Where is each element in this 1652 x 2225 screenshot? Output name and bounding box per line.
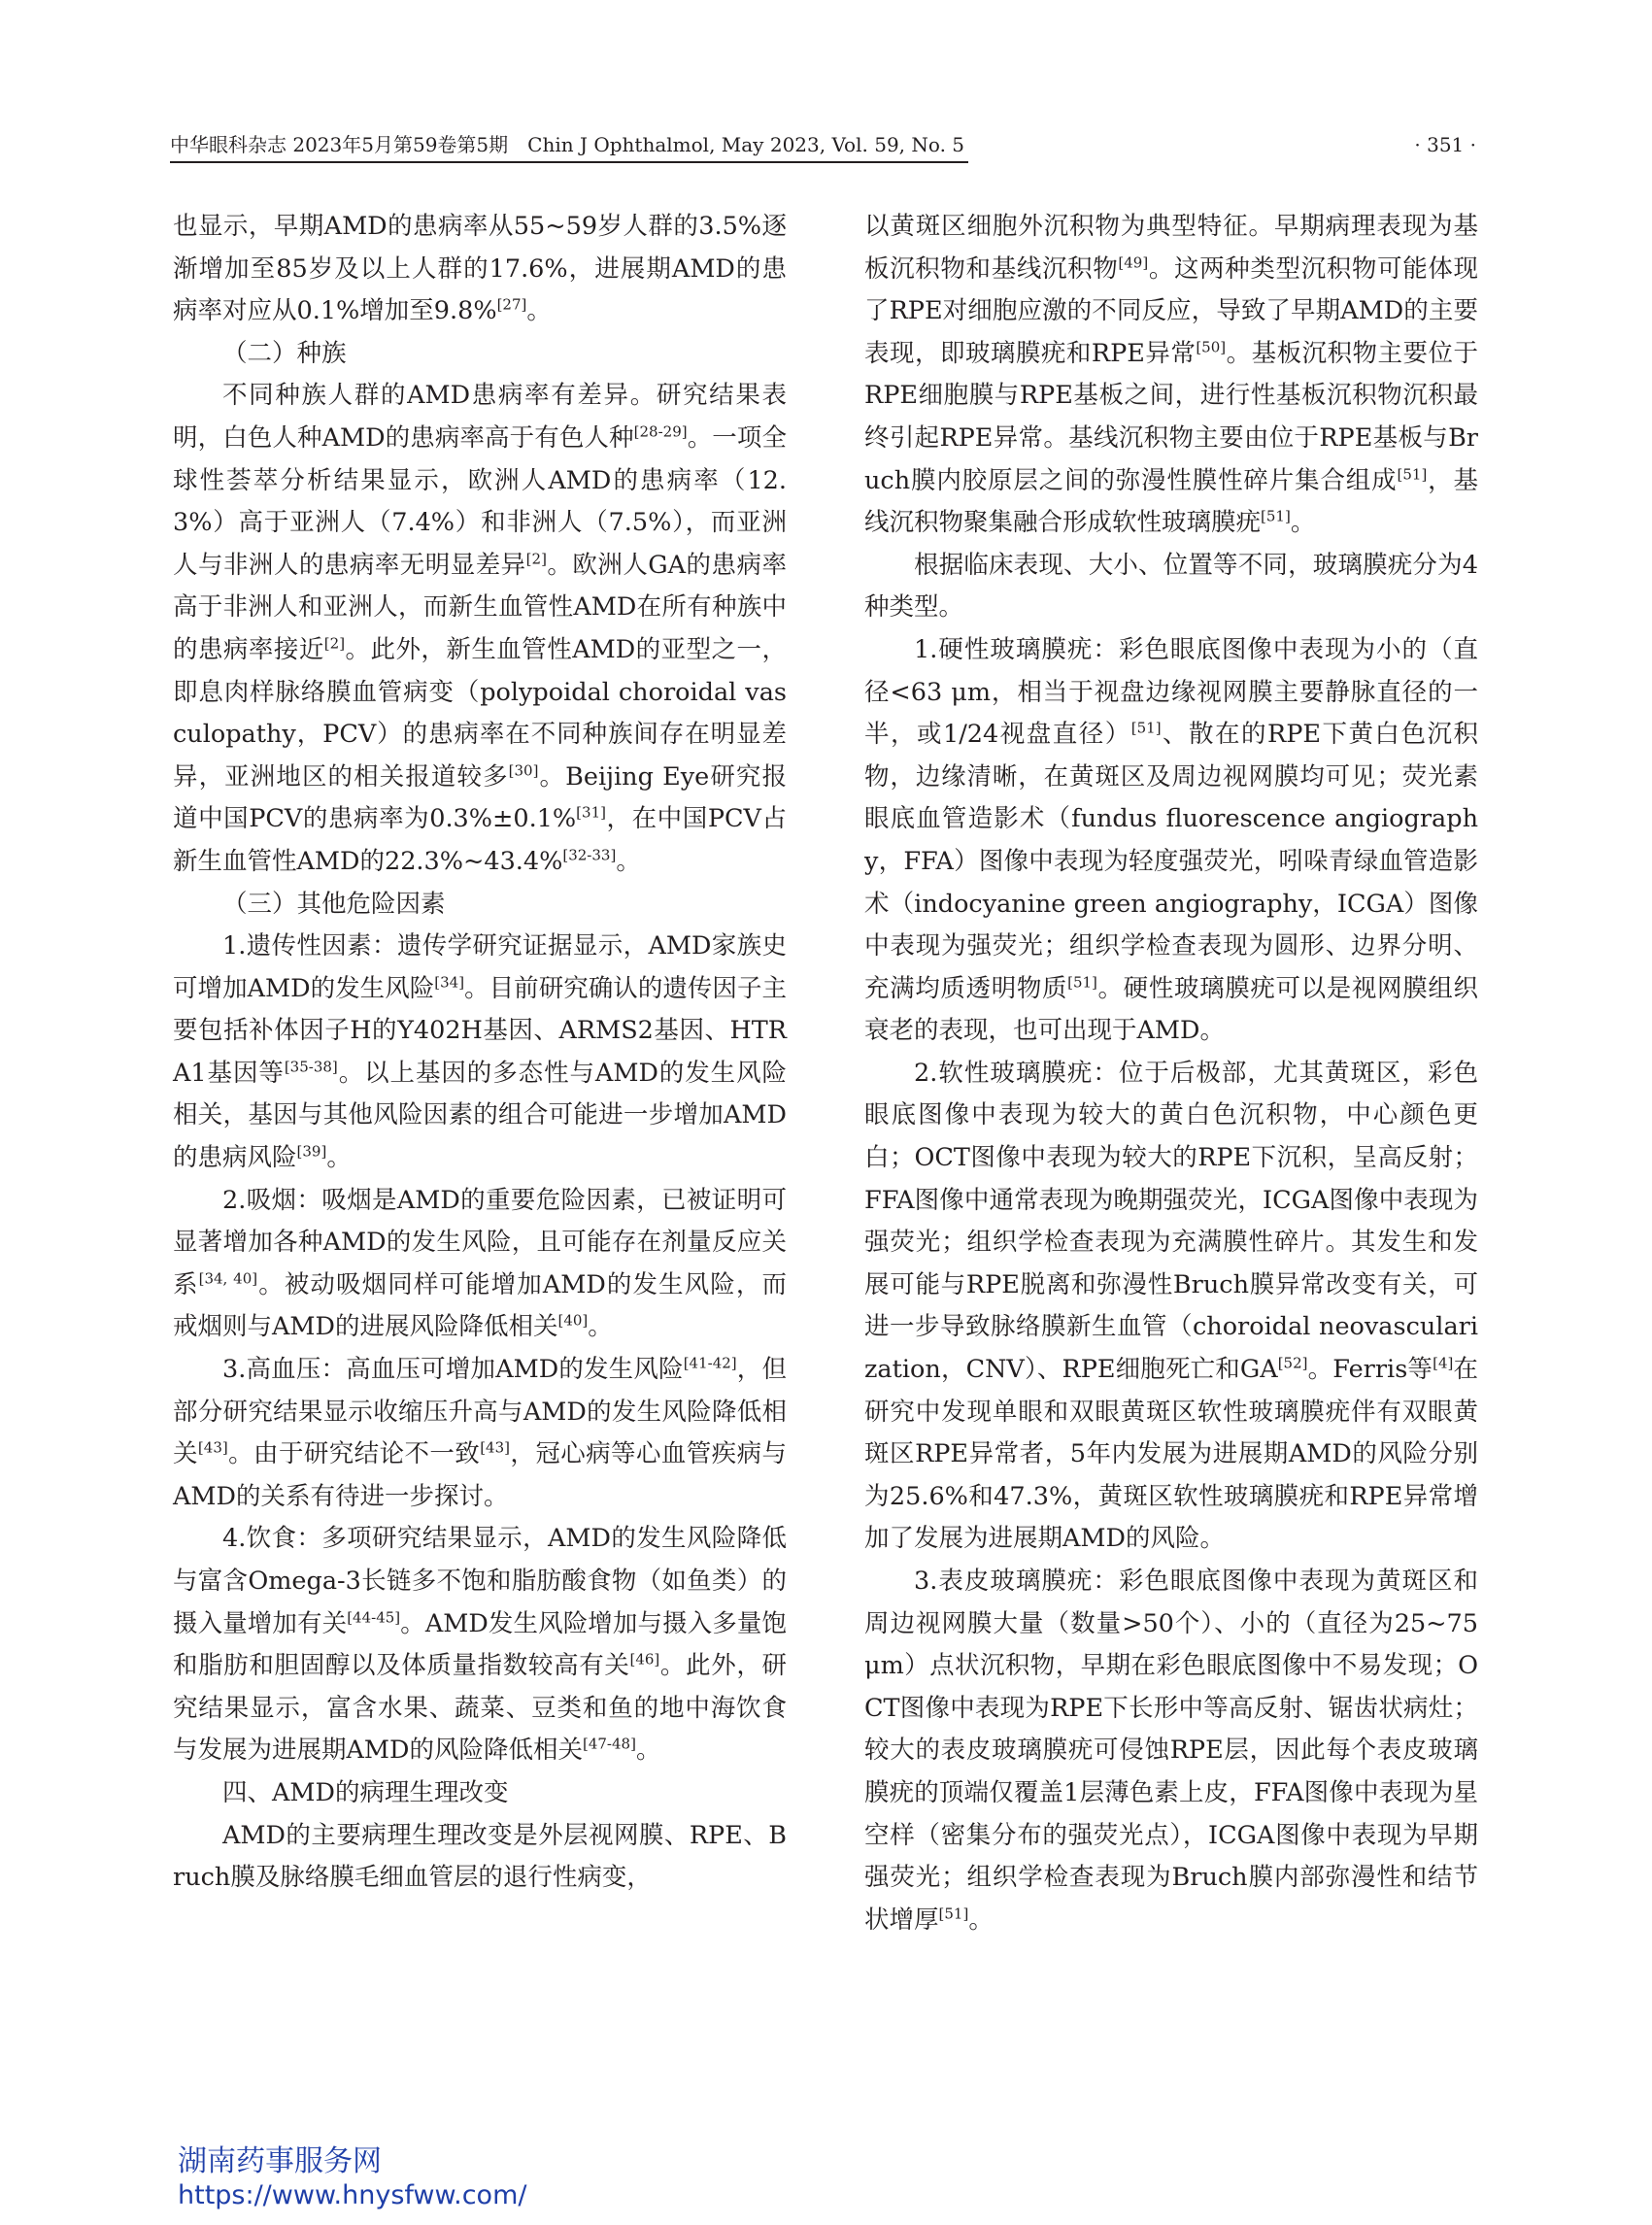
citation-ref: [51]	[1130, 719, 1162, 737]
citation-ref: [46]	[629, 1650, 660, 1669]
citation-ref: [34]	[434, 973, 465, 992]
citation-ref: [2]	[525, 550, 547, 568]
citation-ref: [51]	[1261, 507, 1291, 525]
journal-citation: 中华眼科杂志 2023年5月第59卷第5期 Chin J Ophthalmol, May 2023, Vol. 59, No. 5	[170, 133, 965, 156]
right-column	[864, 206, 1478, 1941]
citation-ref: [47-48]	[582, 1735, 636, 1753]
site-name: 湖南药事服务网	[178, 2144, 382, 2178]
citation-ref: [30]	[508, 761, 539, 780]
paragraph: 根据临床表现、大小、位置等不同，玻璃膜疣分为4种类型。	[864, 550, 1478, 623]
citation-ref: [28-29]	[633, 422, 688, 441]
paragraph: （三）其他危险因素	[222, 889, 446, 919]
paragraph: 3.高血压：高血压可增加AMD的发生风险[41-42]，但部分研究结果显示收缩压升高与AMD的发生风险降低相关[43]。由于研究结论不一致[43]，冠心病等心血管疾病与AMD的关系有待进一步探讨。	[173, 1354, 787, 1511]
paragraph: 以黄斑区细胞外沉积物为典型特征。早期病理表现为基板沉积物和基线沉积物[49]。这两种类型沉积物可能体现了RPE对细胞应激的不同反应，导致了早期AMD的主要表现，即玻璃膜疣和RPE异常[50]。基板沉积物主要位于RPE细胞膜与RPE基板之间，进行性基板沉积物沉积最终引起RPE异常。基线沉积物主要由位于RPE基板与Bruch膜内胶原层之间的弥漫性膜性碎片集合组成[51]，基线沉积物聚集融合形成软性玻璃膜疣[51]。	[864, 212, 1478, 538]
citation-ref: [50]	[1196, 338, 1227, 356]
citation-ref: [2]	[323, 634, 346, 653]
citation-ref: [44-45]	[347, 1608, 401, 1627]
citation-ref: [52]	[1277, 1354, 1308, 1372]
paragraph: 1.遗传性因素：遗传学研究证据显示，AMD家族史可增加AMD的发生风险[34]。目前研究确认的遗传因子主要包括补体因子H的Y402H基因、ARMS2基因、HTRA1基因等[35-38]。以上基因的多态性与AMD的发生风险相关，基因与其他风险因素的组合可能进一步增加AMD的患病风险[39]。	[173, 931, 787, 1173]
citation-ref: [35-38]	[284, 1058, 338, 1076]
citation-ref: [40]	[557, 1311, 589, 1330]
citation-ref: [39]	[296, 1142, 327, 1161]
site-url-link[interactable]: https://www.hnysfww.com/	[178, 2180, 527, 2210]
paragraph: 不同种族人群的AMD患病率有差异。研究结果表明，白色人种AMD的患病率高于有色人种[28-29]。一项全球性荟萃分析结果显示，欧洲人AMD的患病率（12.3%）高于亚洲人（7.4%）和非洲人（7.5%），而亚洲人与非洲人的患病率无明显差异[2]。欧洲人GA的患病率高于非洲人和亚洲人，而新生血管性AMD在所有种族中的患病率接近[2]。此外，新生血管性AMD的亚型之一，即息肉样脉络膜血管病变（polypoidal choroidal vasculopathy，PCV）的患病率在不同种族间存在明显差异，亚洲地区的相关报道较多[30]。Beijing Eye研究报道中国PCV的患病率为0.3%±0.1%[31]，在中国PCV占新生血管性AMD的22.3%~43.4%[32-33]。	[173, 381, 787, 876]
citation-ref: [51]	[1397, 465, 1428, 484]
citation-ref: [34, 40]	[198, 1269, 258, 1288]
paragraph: AMD的主要病理生理改变是外层视网膜、RPE、Bruch膜及脉络膜毛细血管层的退行性病变，	[173, 1820, 787, 1893]
header-rule	[170, 161, 968, 163]
citation-ref: [32-33]	[562, 846, 617, 864]
paragraph: 4.饮食：多项研究结果显示，AMD的发生风险降低与富含Omega-3长链多不饱和脂肪酸食物（如鱼类）的摄入量增加有关[44-45]。AMD发生风险增加与摄入多量饱和脂肪和胆固醇以及体质量指数较高有关[46]。此外，研究结果显示，富含水果、蔬菜、豆类和鱼的地中海饮食与发展为进展期AMD的风险降低相关[47-48]。	[173, 1524, 787, 1766]
citation-ref: [49]	[1118, 253, 1149, 272]
site-watermark	[178, 2144, 526, 2212]
citation-ref: [43]	[480, 1438, 510, 1457]
paragraph: 2.吸烟：吸烟是AMD的重要危险因素，已被证明可显著增加各种AMD的发生风险，且可能存在剂量反应关系[34, 40]。被动吸烟同样可能增加AMD的发生风险，而戒烟则与AMD的进展风险降低相关[40]。	[173, 1185, 787, 1342]
paragraph: 1.硬性玻璃膜疣：彩色眼底图像中表现为小的（直径<63 μm，相当于视盘边缘视网膜主要静脉直径的一半，或1/24视盘直径）[51]、散在的RPE下黄白色沉积物，边缘清晰，在黄斑区及周边视网膜均可见；荧光素眼底血管造影术（fundus fluorescence angiography，FFA）图像中表现为轻度强荧光，吲哚青绿血管造影术（indocyanine green angiography，ICGA）图像中表现为强荧光；组织学检查表现为圆形、边界分明、充满均质透明物质[51]。硬性玻璃膜疣可以是视网膜组织衰老的表现，也可出现于AMD。	[864, 634, 1478, 1046]
citation-ref: [51]	[1067, 973, 1097, 992]
paragraph: 3.表皮玻璃膜疣：彩色眼底图像中表现为黄斑区和周边视网膜大量（数量>50个）、小的（直径为25~75 μm）点状沉积物，早期在彩色眼底图像中不易发现；OCT图像中表现为RPE下长形中等高反射、锯齿状病灶；较大的表皮玻璃膜疣可侵蚀RPE层，因此每个表皮玻璃膜疣的顶端仅覆盖1层薄色素上皮，FFA图像中表现为星空样（密集分布的强荧光点），ICGA图像中表现为早期强荧光；组织学检查表现为Bruch膜内部弥漫性和结节状增厚[51]。	[864, 1567, 1478, 1935]
left-column	[173, 206, 787, 1900]
citation-ref: [43]	[197, 1438, 228, 1457]
citation-ref: [27]	[496, 295, 527, 314]
citation-ref: [4]	[1433, 1354, 1454, 1372]
citation-ref: [41-42]	[683, 1354, 737, 1372]
paragraph: 也显示，早期AMD的患病率从55~59岁人群的3.5%逐渐增加至85岁及以上人群的17.6%，进展期AMD的患病率对应从0.1%增加至9.8%[27]。	[173, 212, 787, 326]
paragraph: 2.软性玻璃膜疣：位于后极部，尤其黄斑区，彩色眼底图像中表现为较大的黄白色沉积物，中心颜色更白；OCT图像中表现为较大的RPE下沉积，呈高反射；FFA图像中通常表现为晚期强荧光，ICGA图像中表现为强荧光；组织学检查表现为充满膜性碎片。其发生和发展可能与RPE脱离和弥漫性Bruch膜异常改变有关，可进一步导致脉络膜新生血管（choroidal neovascularization，CNV）、RPE细胞死亡和GA[52]。Ferris等[4]在研究中发现单眼和双眼黄斑区软性玻璃膜疣伴有双眼黄斑区RPE异常者，5年内发展为进展期AMD的风险分别为25.6%和47.3%，黄斑区软性玻璃膜疣和RPE异常增加了发展为进展期AMD的风险。	[864, 1058, 1478, 1554]
citation-ref: [31]	[576, 803, 606, 822]
paragraph: （二）种族	[222, 338, 347, 368]
page-number: · 351 ·	[1414, 133, 1476, 156]
paragraph: 四、AMD的病理生理改变	[222, 1777, 509, 1807]
citation-ref: [51]	[938, 1905, 969, 1923]
